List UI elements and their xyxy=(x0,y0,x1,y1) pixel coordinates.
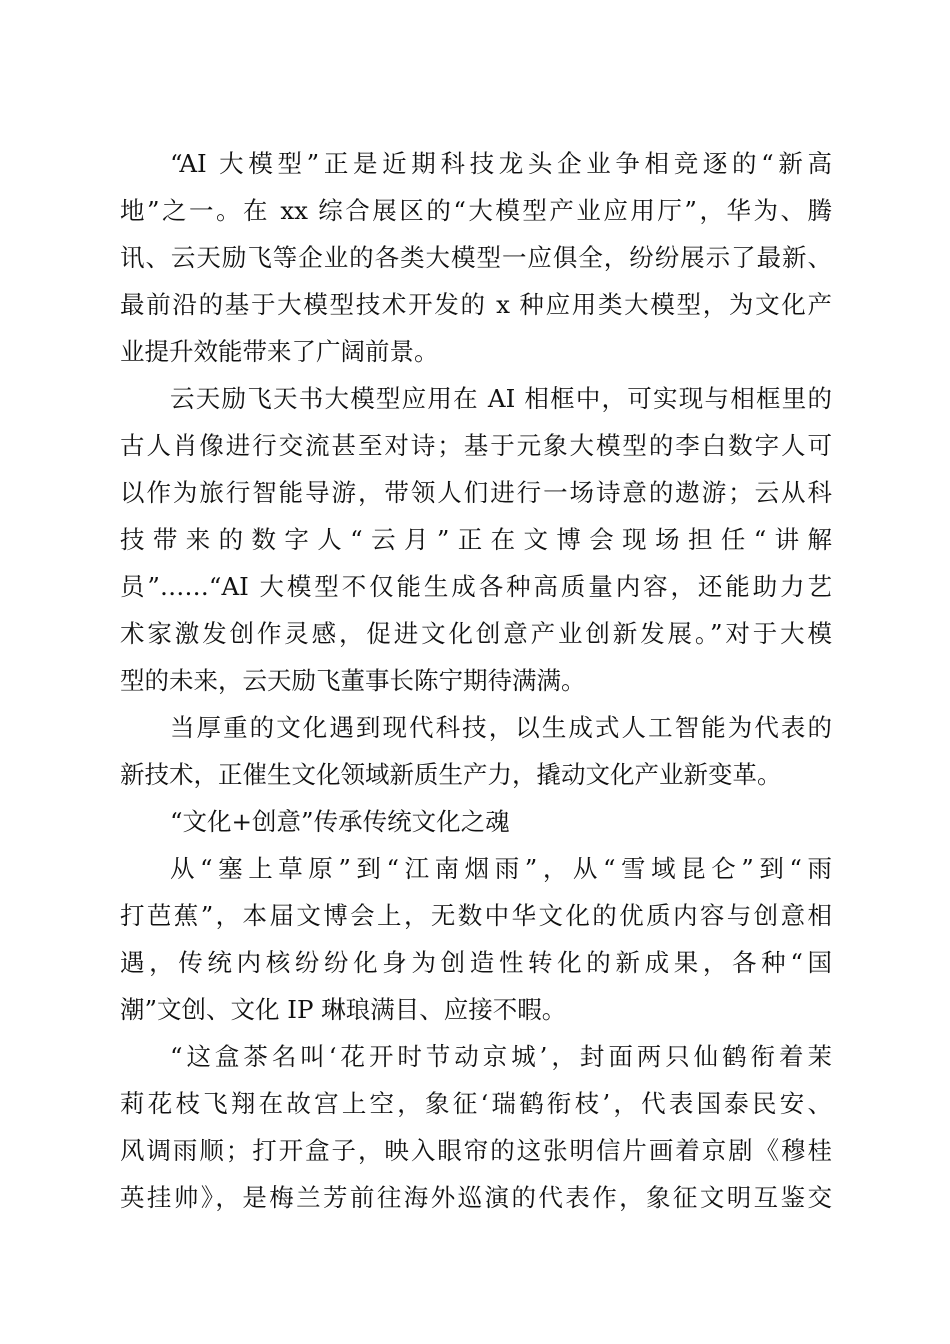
paragraph-3-line-2: 新技术，正催生文化领域新质生产力，撬动文化产业新变革。 xyxy=(120,760,782,789)
paragraph-2-line-1: 云天励飞天书大模型应用在 AI 相框中，可实现与相框里的 xyxy=(170,384,832,413)
paragraph-6-line-3: 风调雨顺；打开盒子，映入眼帘的这张明信片画着京剧《穆桂 xyxy=(120,1136,832,1165)
paragraph-1-line-5: 业提升效能带来了广阔前景。 xyxy=(120,337,439,366)
paragraph-2-line-2: 古人肖像进行交流甚至对诗；基于元象大模型的李白数字人可 xyxy=(120,431,832,460)
paragraph-6-line-2: 莉花枝飞翔在故宫上空，象征‘瑞鹤衔枝’，代表国泰民安、 xyxy=(120,1089,832,1118)
paragraph-2-line-7: 型的未来，云天励飞董事长陈宁期待满满。 xyxy=(120,666,586,695)
paragraph-6-line-4: 英挂帅》，是梅兰芳前往海外巡演的代表作，象征文明互鉴交 xyxy=(120,1183,832,1212)
section-heading: “文化+创意”传承传统文化之魂 xyxy=(170,807,510,836)
paragraph-1-line-3: 讯、云天励飞等企业的各类大模型一应俱全，纷纷展示了最新、 xyxy=(120,243,832,272)
paragraph-1-line-2: 地”之一。在 xx 综合展区的“大模型产业应用厅”，华为、腾 xyxy=(120,196,832,225)
paragraph-5-line-2: 打芭蕉”，本届文博会上，无数中华文化的优质内容与创意相 xyxy=(120,901,832,930)
paragraph-6-line-1: “这盒茶名叫‘花开时节动京城’，封面两只仙鹤衔着茉 xyxy=(170,1042,832,1071)
paragraph-2-line-3: 以作为旅行智能导游，带领人们进行一场诗意的遨游；云从科 xyxy=(120,478,832,507)
paragraph-3-line-1: 当厚重的文化遇到现代科技，以生成式人工智能为代表的 xyxy=(170,713,832,742)
paragraph-2-line-4: 技带来的数字人“云月”正在文博会现场担任“讲解 xyxy=(120,525,832,554)
paragraph-1-line-1: “AI 大模型”正是近期科技龙头企业争相竞逐的“新高 xyxy=(170,149,832,178)
body-text xyxy=(120,140,832,1221)
paragraph-5-line-3: 遇，传统内核纷纷化身为创造性转化的新成果，各种“国 xyxy=(120,948,832,977)
paragraph-2-line-6: 术家激发创作灵感，促进文化创意产业创新发展。”对于大模 xyxy=(120,619,832,648)
paragraph-1-line-4: 最前沿的基于大模型技术开发的 x 种应用类大模型，为文化产 xyxy=(120,290,832,319)
paragraph-2-line-5: 员”……“AI 大模型不仅能生成各种高质量内容，还能助力艺 xyxy=(120,572,832,601)
paragraph-5-line-4: 潮”文创、文化 IP 琳琅满目、应接不暇。 xyxy=(120,995,567,1024)
paragraph-5-line-1: 从“塞上草原”到“江南烟雨”，从“雪域昆仑”到“雨 xyxy=(170,854,832,883)
